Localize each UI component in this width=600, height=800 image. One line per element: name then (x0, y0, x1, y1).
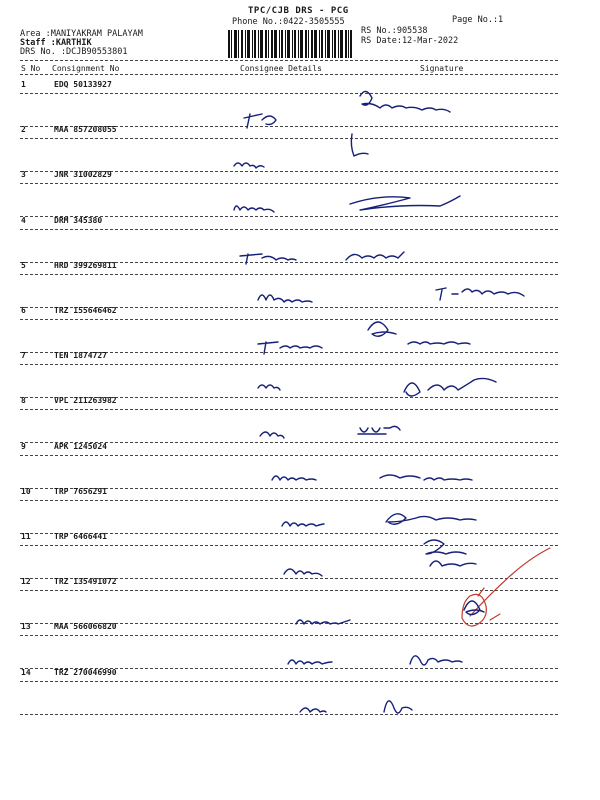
row-consignment-number: DRM 345380 (54, 215, 103, 225)
sig-1-sign (360, 91, 450, 112)
sig-6-sign (368, 322, 470, 344)
row-consignment-number: TRZ 135491072 (54, 577, 117, 587)
row-consignment-number: MAA 857208055 (54, 125, 117, 135)
row-consignment-number: VPL 211263982 (54, 396, 117, 406)
sig-12-sign (464, 601, 484, 615)
sig-10-details (282, 522, 324, 526)
sig-9-details (272, 476, 316, 480)
report-title: TPC/CJB DRS - PCG (248, 6, 349, 16)
sig-11-details (284, 569, 322, 576)
row-sno: 11 (21, 532, 31, 541)
sig-4-details (240, 254, 296, 264)
phone-number: Phone No.:0422-3505555 (232, 17, 345, 27)
drs-number: DRS No. :DCJB90553801 (20, 47, 128, 57)
sig-2-sign (351, 134, 368, 156)
sig-11-sign (424, 540, 476, 566)
col-consignment: Consignment No (52, 64, 120, 73)
sig-8-sign (358, 426, 400, 434)
row-consignment-number: HRD 399269811 (54, 260, 117, 270)
sig-7-sign (404, 378, 496, 396)
area-label: Area :MANIYAKRAM PALAYAM (20, 29, 143, 39)
rs-number: RS No.:905538 (361, 26, 428, 36)
col-sno: S No (21, 64, 41, 73)
row-sno: 7 (21, 351, 26, 361)
col-signature: Signature (420, 64, 464, 73)
sig-13-sign (410, 656, 462, 665)
sig-5-details (258, 295, 312, 302)
row-sno: 8 (21, 396, 26, 406)
row-sno: 12 (21, 577, 31, 587)
sig-8-details (260, 432, 284, 438)
row-sno: 1 (21, 80, 26, 89)
row-sno: 13 (21, 622, 31, 632)
row-consignment-number: TRP 7656291 (54, 486, 107, 496)
sig-10-sign (386, 514, 476, 524)
sig-12-details (296, 620, 350, 624)
sig-5-sign (436, 288, 524, 300)
row-consignment-number: TRP 6466441 (54, 532, 107, 541)
sig-1-details (244, 114, 276, 128)
row-consignment-number: APK 1245024 (54, 441, 107, 451)
row-sno: 2 (21, 125, 26, 135)
sig-14-sign (384, 701, 412, 713)
row-sno: 4 (21, 215, 26, 225)
col-details: Consignee Details (240, 64, 322, 73)
sig-12-stamp (462, 588, 500, 626)
row-sno: 5 (21, 260, 26, 270)
row-sno: 9 (21, 441, 26, 451)
sig-4-sign (346, 252, 404, 260)
row-consignment-number: JNR 31002829 (54, 170, 112, 180)
sig-11-red-stroke (470, 548, 550, 616)
row-consignment-number: TEN 1874727 (54, 351, 107, 361)
sig-7-details (258, 385, 280, 390)
row-sno: 3 (21, 170, 26, 180)
row-sno: 10 (21, 486, 31, 496)
sig-3-sign (350, 196, 460, 210)
sig-13-details (288, 660, 332, 664)
row-sno: 6 (21, 306, 26, 315)
row-consignment-number: TRZ 270046990 (54, 667, 117, 677)
row-consignment-number: MAA 566066820 (54, 622, 117, 632)
sig-3-details (234, 206, 274, 212)
row-sno: 14 (21, 667, 31, 677)
rs-date: RS Date:12-Mar-2022 (361, 35, 459, 46)
row-consignment-number: EDQ 50133927 (54, 80, 112, 89)
staff-label: Staff :KARTHIK (20, 38, 92, 48)
sig-2-details (234, 163, 264, 168)
sig-14-details (300, 708, 326, 712)
page-number: Page No.:1 (452, 15, 504, 25)
sig-9-sign (380, 475, 472, 480)
row-consignment-number: TRZ 155646462 (54, 306, 117, 315)
sig-6-details (258, 342, 322, 354)
